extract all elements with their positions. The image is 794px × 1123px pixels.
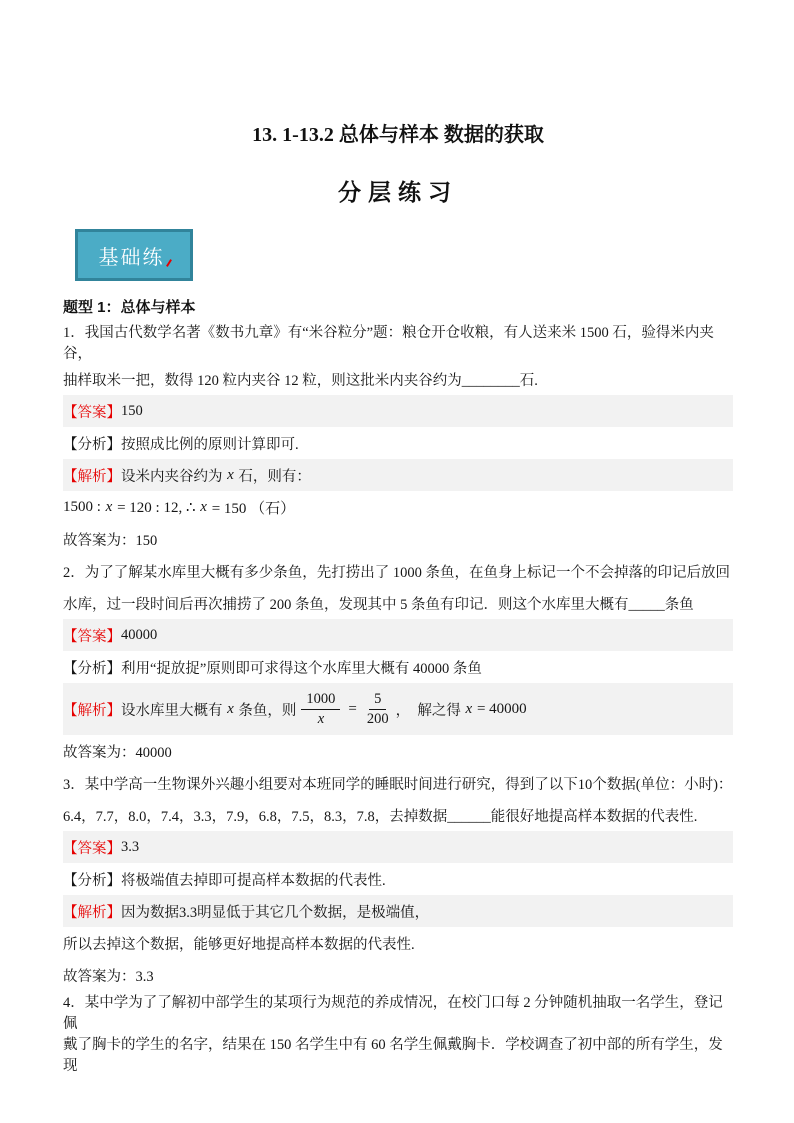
question-3-analysis-row [63, 863, 733, 895]
equation-part: = 120 : 12, ∴ [113, 499, 200, 516]
question-3-solution-line-1: 因为数据3.3明显低于其它几个数据，是极端值， [121, 904, 430, 921]
analysis-label: 【分析】 [63, 436, 121, 453]
question-1-stem-line-2: 抽样取米一把，数得 120 粒内夹谷 12 粒，则这批米内夹谷约为________石. [63, 372, 538, 389]
question-2-conclusion-row: 故答案为：40000 [63, 744, 172, 761]
question-2-analysis-row [63, 651, 733, 683]
question-3-conclusion-row: 故答案为：3.3 [63, 968, 154, 985]
variable-x: x [227, 700, 234, 717]
question-2-solution-row [63, 683, 733, 735]
solution-label: 【解析】 [63, 468, 121, 485]
question-1-solution-post: 石，则有： [234, 468, 311, 485]
question-2-answer-row [63, 619, 733, 651]
question-1-answer-value: 150 [121, 402, 143, 419]
question-2-stem-line-2: 水库，过一段时间后再次捕捞了 200 条鱼，发现其中 5 条鱼有印记．则这个水库里大概有_____条鱼 [63, 596, 694, 613]
question-3-analysis-text: 将极端值去掉即可提高样本数据的代表性. [121, 872, 386, 889]
fraction-5-over-200 [365, 690, 391, 727]
question-1-answer-row [63, 395, 733, 427]
question-3-stem-line-2: 6.4，7.7，8.0，7.4，3.3，7.9，6.8，7.5，8.3，7.8，去掉数据______能很好地提高样本数据的代表性. [63, 808, 698, 825]
question-4-stem-line-2: 戴了胸卡的学生的名字，结果在 150 名学生中有 60 名学生佩戴胸卡．学校调查了初中部的所有学生，发现 [63, 1037, 723, 1074]
question-4-stem-line-1: 4．某中学为了了解初中部学生的某项行为规范的养成情况，在校门口每 2 分钟随机抽取一名学生，登记佩 [63, 995, 723, 1032]
red-proofmark-icon [166, 259, 172, 267]
document-title: 13. 1-13.2 总体与样本 数据的获取 [252, 124, 544, 146]
section-heading: 题型 1：总体与样本 [63, 299, 196, 316]
analysis-label: 【分析】 [63, 660, 121, 677]
fraction-numerator: 1000 [301, 690, 340, 709]
equation-part: = 150 （石） [207, 500, 296, 517]
question-1-equation-row [63, 491, 733, 523]
solution-label: 【解析】 [63, 904, 121, 921]
question-3-answer-value: 3.3 [121, 838, 140, 855]
analysis-label: 【分析】 [63, 872, 121, 889]
fraction-numerator: 5 [369, 690, 386, 709]
question-2-solution-mid: 条鱼，则 [234, 702, 297, 719]
answer-label: 【答案】 [63, 628, 121, 645]
question-1-stem-line-1: 1．我国古代数学名著《数书九章》有“米谷粒分”题：粮仓开仓收粮，有人送来米 1500 石，验得米内夹谷， [63, 325, 714, 362]
fraction-denominator: x [317, 710, 325, 727]
fraction-1000-over-x [301, 690, 340, 727]
answer-label: 【答案】 [63, 840, 121, 857]
variable-x: x [105, 498, 113, 515]
question-2-solution-pre: 设水库里大概有 [121, 702, 227, 719]
variable-x: x [465, 700, 473, 717]
question-1-analysis-row [63, 427, 733, 459]
badge-label: 基础练 [98, 246, 165, 269]
equation-part: 1500 : [63, 498, 105, 515]
basic-practice-badge [75, 229, 193, 281]
question-2-analysis-text: 利用“捉放捉”原则即可求得这个水库里大概有 40000 条鱼 [121, 660, 482, 677]
question-2-answer-value: 40000 [121, 626, 158, 643]
equals-sign: = [348, 700, 357, 717]
question-1-solution-pre: 设米内夹谷约为 [121, 468, 227, 485]
question-3-solution-line-2: 所以去掉这个数据，能够更好地提高样本数据的代表性. [63, 936, 415, 953]
variable-x: x [200, 498, 207, 515]
question-1-solution-row [63, 459, 733, 491]
question-1-conclusion-row: 故答案为：150 [63, 532, 158, 549]
solution-label: 【解析】 [63, 702, 121, 719]
question-2-solution-post: ， 解之得 [395, 702, 465, 719]
question-3-answer-row [63, 831, 733, 863]
fraction-denominator: 200 [366, 710, 389, 727]
answer-label: 【答案】 [63, 404, 121, 421]
question-3-solution-row [63, 895, 733, 927]
question-1-analysis-text: 按照成比例的原则计算即可. [121, 436, 299, 453]
question-2-solution-tail: = 40000 [473, 700, 527, 717]
variable-x: x [227, 466, 234, 483]
question-2-stem-line-1: 2．为了了解某水库里大概有多少条鱼，先打捞出了 1000 条鱼，在鱼身上标记一个不会掉落的印记后放回 [63, 564, 730, 581]
document-subtitle: 分层练习 [338, 180, 458, 205]
question-3-stem-line-1: 3．某中学高一生物课外兴趣小组要对本班同学的睡眠时间进行研究，得到了以下10个数据(单位：小时)： [63, 776, 733, 793]
